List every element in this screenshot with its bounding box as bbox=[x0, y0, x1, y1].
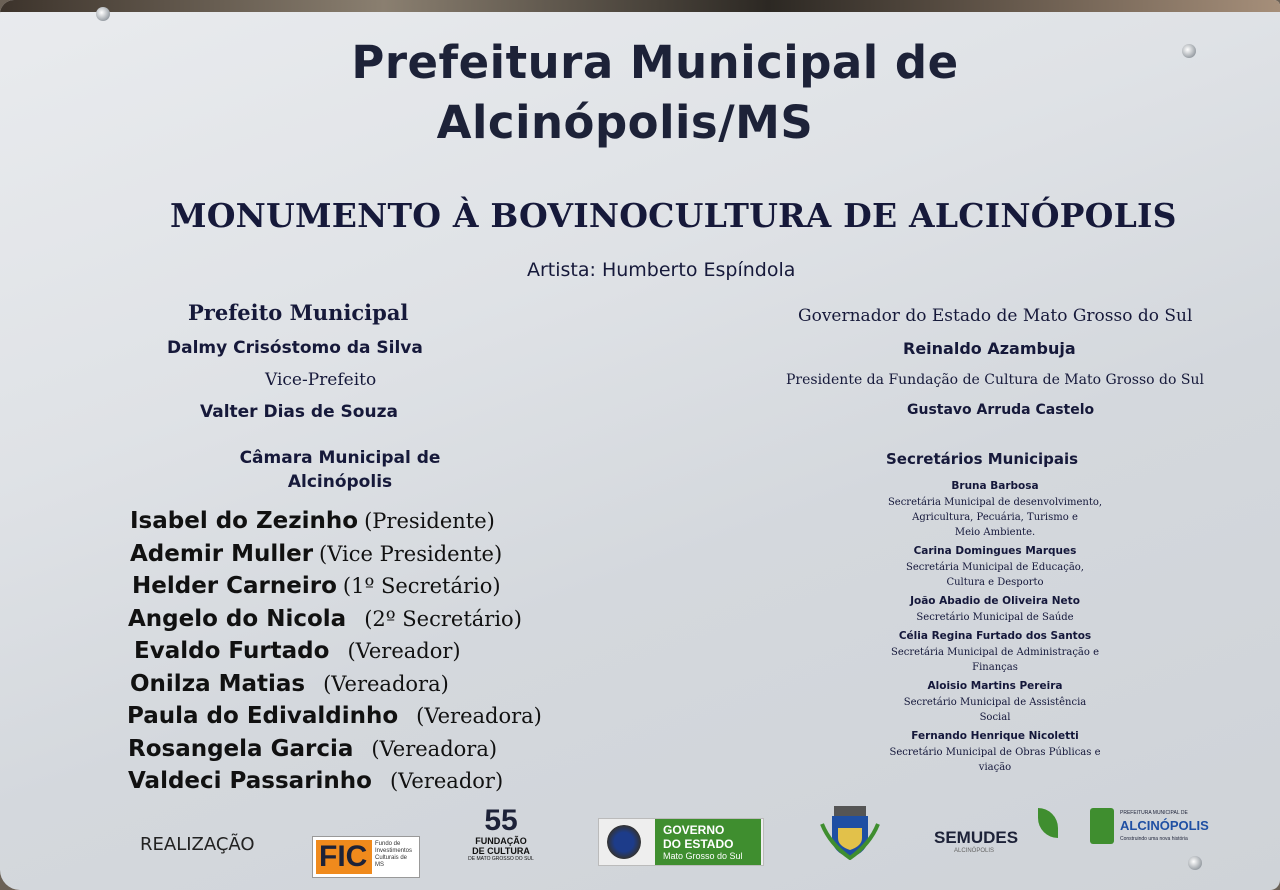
secretary-role: Agricultura, Pecuária, Turismo e bbox=[912, 512, 1078, 523]
governo-line-1: GOVERNO bbox=[663, 823, 725, 837]
secretary-role: Secretária Municipal de desenvolvimento, bbox=[887, 497, 1103, 508]
council-member-role: (Presidente) bbox=[364, 509, 495, 533]
screw-icon bbox=[96, 7, 110, 21]
council-member bbox=[128, 768, 503, 794]
municipal-coat-of-arms-icon bbox=[818, 804, 882, 860]
secretary-name: Bruna Barbosa bbox=[951, 480, 1039, 492]
fundacao-line-3: DE MATO GROSSO DO SUL bbox=[468, 856, 534, 862]
semudes-sub: ALCINÓPOLIS bbox=[954, 848, 995, 854]
screw-icon bbox=[1188, 856, 1202, 870]
council-member-role: (Vereador) bbox=[389, 769, 504, 793]
fic-logo bbox=[312, 836, 420, 878]
council-member bbox=[128, 736, 497, 762]
council-member-role: (Vereadora) bbox=[323, 671, 449, 696]
alcinopolis-top: PREFEITURA MUNICIPAL DE bbox=[1120, 810, 1188, 816]
governo-line-3: Mato Grosso do Sul bbox=[663, 851, 743, 861]
council-member-name: Evaldo Furtado bbox=[134, 638, 330, 664]
secretary-role: Secretário Municipal de Saúde bbox=[916, 612, 1074, 623]
mayor-name: Dalmy Crisóstomo da Silva bbox=[167, 338, 423, 358]
vice-mayor-title: Vice-Prefeito bbox=[265, 370, 377, 390]
secretary-role: Secretária Municipal de Educação, bbox=[906, 562, 1084, 573]
council-member-role: (Vereadora) bbox=[416, 704, 542, 728]
fundacao-number: 55 bbox=[484, 804, 518, 837]
monument-title: MONUMENTO À BOVINOCULTURA DE ALCINÓPOLIS bbox=[170, 196, 1177, 235]
secretary-role: Secretário Municipal de Obras Públicas e bbox=[889, 747, 1101, 758]
secretary-name: Aloisio Martins Pereira bbox=[927, 680, 1063, 692]
secretary-role: Cultura e Desporto bbox=[946, 577, 1044, 588]
council-member-name: Helder Carneiro bbox=[132, 573, 337, 599]
secretary-role: Social bbox=[979, 712, 1011, 723]
state-seal-icon bbox=[607, 825, 641, 859]
council-member-name: Ademir Muller bbox=[130, 540, 314, 567]
governor-title: Governador do Estado de Mato Grosso do Sul bbox=[798, 306, 1193, 326]
council-member-role: (Vice Presidente) bbox=[319, 541, 503, 566]
council-member-role: (Vereador) bbox=[347, 639, 461, 663]
leaf-icon bbox=[1038, 808, 1058, 838]
vice-mayor-name: Valter Dias de Souza bbox=[200, 402, 398, 422]
fundacao-line-2: DE CULTURA bbox=[472, 846, 530, 856]
council-member-role: (2º Secretário) bbox=[364, 606, 522, 631]
mayor-title: Prefeito Municipal bbox=[188, 300, 409, 325]
council-title-1: Câmara Municipal de bbox=[239, 448, 441, 468]
foundation-title: Presidente da Fundação de Cultura de Mato Grosso do Sul bbox=[786, 372, 1204, 388]
council-member-name: Onilza Matias bbox=[130, 670, 306, 697]
secretary-role: viação bbox=[978, 762, 1012, 773]
secretary-role: Secretário Municipal de Assistência bbox=[903, 697, 1087, 708]
council-member-role: (Vereadora) bbox=[371, 736, 498, 761]
realizacao-label: REALIZAÇÃO bbox=[140, 834, 255, 855]
header-line-2: Alcinópolis/MS bbox=[436, 96, 814, 149]
fundacao-cultura-logo bbox=[466, 806, 536, 876]
council-member bbox=[128, 606, 522, 632]
council-title-2: Alcinópolis bbox=[287, 472, 393, 492]
council-member-name: Isabel do Zezinho bbox=[130, 508, 359, 534]
council-member-name: Rosangela Garcia bbox=[128, 735, 354, 762]
secretaries-title: Secretários Municipais bbox=[886, 450, 1079, 468]
fundacao-line-1: FUNDAÇÃO bbox=[475, 836, 527, 846]
artist-credit: Artista: Humberto Espíndola bbox=[527, 259, 796, 281]
council-member bbox=[132, 573, 501, 599]
council-member-role: (1º Secretário) bbox=[342, 574, 501, 598]
council-member bbox=[130, 671, 449, 697]
secretary-name: Célia Regina Furtado dos Santos bbox=[898, 630, 1092, 642]
secretary-role: Meio Ambiente. bbox=[954, 527, 1036, 538]
alcinopolis-text: ALCINÓPOLIS bbox=[1120, 818, 1209, 833]
council-member bbox=[130, 541, 502, 567]
header-line-1: Prefeitura Municipal de bbox=[351, 36, 959, 89]
fic-logo-text: FIC bbox=[319, 840, 368, 873]
alcinopolis-emblem-icon bbox=[1090, 808, 1114, 844]
council-member-name: Valdeci Passarinho bbox=[128, 768, 372, 794]
governo-line-2: DO ESTADO bbox=[663, 837, 734, 851]
council-member bbox=[130, 508, 495, 534]
council-member-name: Angelo do Nicola bbox=[128, 605, 347, 632]
secretary-name: João Abadio de Oliveira Neto bbox=[910, 595, 1080, 607]
governo-estado-logo bbox=[598, 818, 764, 866]
foundation-name: Gustavo Arruda Castelo bbox=[907, 402, 1095, 418]
secretary-role: Finanças bbox=[972, 662, 1018, 673]
background-wall bbox=[0, 0, 1280, 12]
council-member bbox=[127, 703, 542, 729]
secretary-role: Secretária Municipal de Administração e bbox=[890, 647, 1100, 658]
semudes-text: SEMUDES bbox=[934, 828, 1019, 847]
fic-logo-small: Fundo de Investimentos Culturais de MS bbox=[375, 841, 413, 868]
secretary-name: Carina Domingues Marques bbox=[913, 545, 1077, 557]
alcinopolis-sub: Construindo uma nova história bbox=[1120, 836, 1188, 842]
semudes-logo bbox=[934, 808, 1064, 858]
council-member-name: Paula do Edivaldinho bbox=[127, 703, 399, 729]
governor-name: Reinaldo Azambuja bbox=[903, 339, 1076, 358]
secretary-name: Fernando Henrique Nicoletti bbox=[911, 730, 1079, 742]
council-member bbox=[134, 638, 461, 664]
alcinopolis-logo bbox=[1090, 806, 1210, 852]
